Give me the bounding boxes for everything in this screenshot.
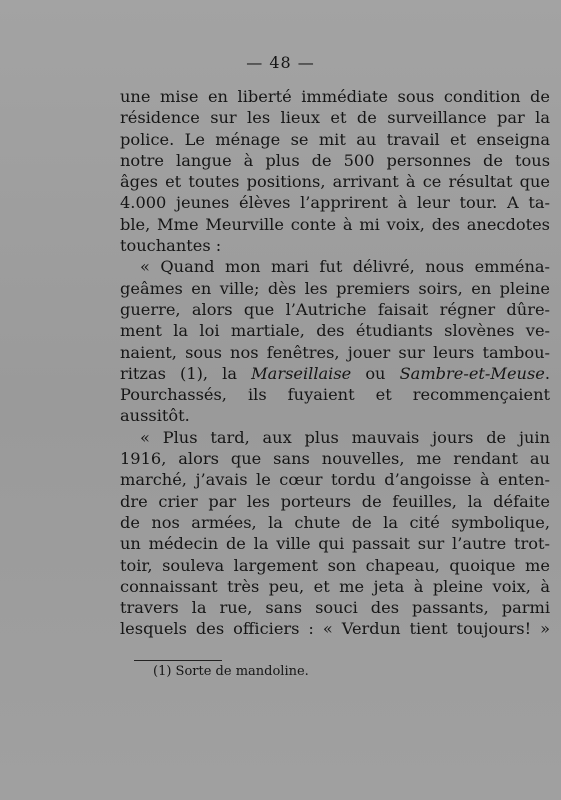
text-span: « Plus tard, aux plus mauvais jours de juin — [140, 427, 550, 447]
text-line — [120, 512, 550, 533]
page-number: — 48 — — [246, 53, 315, 72]
text-span: une mise en liberté immédiate sous condition de — [120, 87, 550, 106]
text-line — [120, 469, 550, 490]
text-span: un médecin de la ville qui passait sur l’autre trot- — [120, 534, 550, 554]
text-line — [120, 129, 550, 150]
text-line — [120, 278, 550, 299]
text-line — [120, 533, 550, 554]
text-line — [120, 235, 550, 256]
text-line — [120, 192, 550, 213]
text-line — [120, 107, 550, 128]
text-line — [120, 150, 550, 171]
text-span: ment la loi martiale, des étudiants slovènes ve- — [120, 321, 550, 341]
text-span: Pourchassés, ils fuyaient et recommençaient — [120, 385, 550, 405]
text-line — [120, 342, 550, 363]
text-line — [120, 171, 550, 192]
text-line — [120, 384, 550, 405]
text-line — [120, 320, 550, 341]
text-span: 1916, alors que sans nouvelles, me rendant au — [120, 449, 550, 469]
text-span: police. Le ménage se mit au travail et enseigna — [120, 129, 550, 149]
italic-title: Marseillaise — [251, 363, 352, 383]
text-line — [120, 448, 550, 469]
text-line — [120, 256, 550, 277]
text-line — [120, 299, 550, 320]
text-span: travers la rue, sans souci des passants, parmi — [120, 598, 550, 618]
text-span: aussitôt. — [120, 406, 190, 426]
text-span: de nos armées, la chute de la cité symbolique, — [120, 512, 550, 532]
text-line — [120, 86, 550, 107]
text-span: toir, souleva largement son chapeau, quoique me — [120, 555, 550, 575]
text-line — [120, 618, 550, 639]
text-line — [120, 555, 550, 576]
text-line — [120, 363, 550, 384]
italic-title: Sambre-et-Meuse — [399, 363, 545, 383]
text-line — [120, 214, 550, 235]
text-span: guerre, alors que l’Autriche faisait régner dûre- — [120, 299, 550, 319]
text-span: geâmes en ville; dès les premiers soirs, en pleine — [120, 278, 550, 298]
text-line — [120, 491, 550, 512]
text-span: naient, sous nos fenêtres, jouer sur leurs tambou- — [120, 342, 550, 362]
text-span: marché, j’avais le cœur tordu d’angoisse à enten- — [120, 470, 550, 490]
text-span: âges et toutes positions, arrivant à ce résultat que — [120, 172, 550, 192]
text-span: ble, Mme Meurville conte à mi voix, des anecdotes — [120, 214, 550, 234]
text-span: . — [544, 363, 551, 383]
text-span: connaissant très peu, et me jeta à pleine voix, à — [120, 576, 550, 596]
text-line — [120, 405, 550, 426]
text-span: ou — [351, 363, 400, 383]
text-span: lesquels des officiers : « Verdun tient toujours! » — [120, 619, 550, 639]
footnote-separator — [134, 660, 222, 661]
text-line — [120, 597, 550, 618]
text-span: « Quand mon mari fut délivré, nous emména- — [140, 257, 550, 277]
body-text — [120, 86, 550, 640]
text-span: touchantes : — [120, 236, 222, 256]
text-span: résidence sur les lieux et de surveillance par la — [120, 108, 550, 128]
footnote: (1) Sorte de mandoline. — [153, 664, 309, 679]
text-line — [120, 427, 550, 448]
text-span: ritzas (1), la — [120, 363, 252, 383]
text-line — [120, 576, 550, 597]
text-span: dre crier par les porteurs de feuilles, la défaite — [120, 491, 550, 511]
text-span: 4.000 jeunes élèves l’apprirent à leur tour. A ta- — [120, 193, 550, 213]
text-span: notre langue à plus de 500 personnes de tous — [120, 150, 550, 170]
